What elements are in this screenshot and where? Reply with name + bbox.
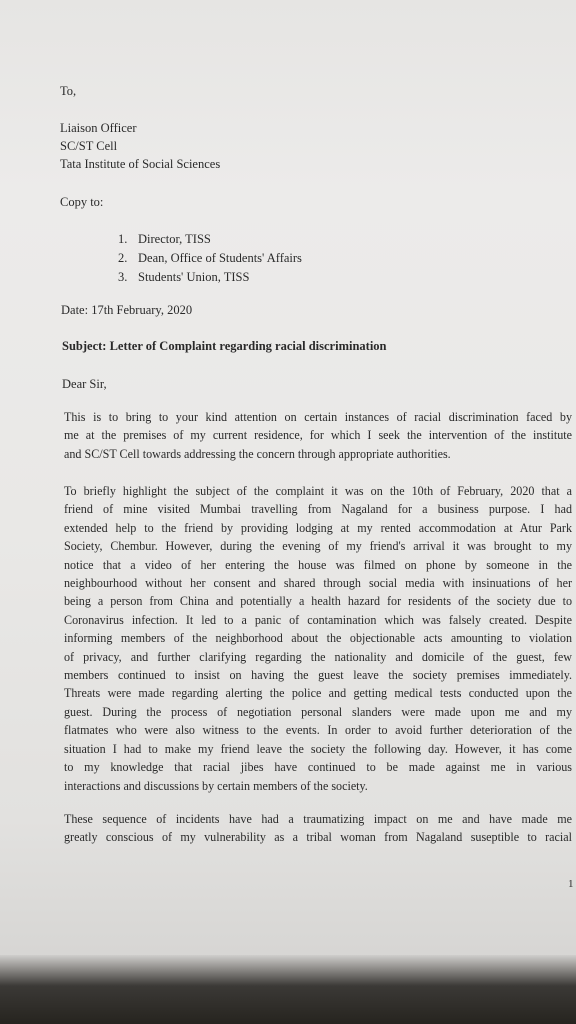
paragraph-line: extended help to the friend by providing lodging at my rented accommodation at Atur Park <box>64 520 572 535</box>
paragraph-2 <box>64 482 572 795</box>
copy-to-label: Copy to: <box>60 195 104 209</box>
paragraph-1 <box>64 408 572 463</box>
paragraph-line: notice that a video of her entering the house was filmed on phone by someone in the <box>64 557 572 572</box>
copy-list <box>118 230 302 287</box>
copy-list-item: 3. Students' Union, TISS <box>118 270 250 284</box>
paragraph-line: Threats were made regarding alerting the police and getting medical tests conducted upon the <box>64 686 572 701</box>
paragraph-line: to my knowledge that racial jibes have continued to be made against me in various <box>64 760 572 775</box>
paragraph-line: of privacy, and further clarifying regarding the nationality and domicile of the guest, few <box>64 649 572 664</box>
paragraph-line: interactions and discussions by certain members of the society. <box>64 778 368 793</box>
to-label: To, <box>60 84 77 98</box>
paragraph-line: guest. During the process of negotiation personal slanders were made upon me and my <box>64 704 572 719</box>
paragraph-line: greatly conscious of my vulnerability as a tribal woman from Nagaland suseptible to racial <box>64 830 572 845</box>
paragraph-line: neighbourhood without her consent and shared through social media with insinuations of her <box>64 576 572 591</box>
letter-subject: Subject: Letter of Complaint regarding racial discrimination <box>62 339 387 353</box>
copy-list-item: 1. Director, TISS <box>118 232 211 246</box>
paragraph-line: me at the premises of my current residence, for which I seek the intervention of the institute <box>64 428 572 443</box>
page-number: 1 <box>568 878 574 890</box>
paragraph-line: flatmates who were also witness to the events. In order to avoid further deterioration of the <box>64 723 572 738</box>
paragraph-3 <box>64 810 572 847</box>
paragraph-line: and SC/ST Cell towards addressing the concern through appropriate authorities. <box>64 446 451 461</box>
letter-date: Date: 17th February, 2020 <box>61 303 193 317</box>
paragraph-line: To briefly highlight the subject of the complaint it was on the 10th of February, 2020 that a <box>64 484 572 498</box>
paragraph-line: These sequence of incidents have had a traumatizing impact on me and have made me <box>64 812 572 826</box>
paragraph-line: Coronavirus infection. It led to a panic of contamination which was falsely created. Despite <box>64 612 572 627</box>
paragraph-line: informing members of the neighborhood about the objectionable acts amounting to violation <box>64 631 572 646</box>
paragraph-line: members continued to insist on having the guest leave the society premises immediately. <box>64 668 572 683</box>
paragraph-line: situation I had to make my friend leave the society the following day. However, it has come <box>64 741 572 756</box>
background-surface <box>0 955 576 1024</box>
addressee-line-2: SC/ST Cell <box>60 139 118 153</box>
addressee-line-1: Liaison Officer <box>60 121 137 135</box>
copy-list-item: 2. Dean, Office of Students' Affairs <box>118 251 302 265</box>
addressee-line-3: Tata Institute of Social Sciences <box>60 157 221 171</box>
paragraph-line: Society, Chembur. However, during the evening of my friend's arrival it was brought to my <box>64 539 572 554</box>
paragraph-line: This is to bring to your kind attention on certain instances of racial discrimination faced by <box>64 410 572 424</box>
paragraph-line: friend of mine visited Mumbai travelling from Nagaland for a business purpose. I had <box>64 502 572 517</box>
paragraph-line: being a person from China and potentially a health hazard for residents of the society due to <box>64 594 572 609</box>
letter-greeting: Dear Sir, <box>62 377 107 391</box>
